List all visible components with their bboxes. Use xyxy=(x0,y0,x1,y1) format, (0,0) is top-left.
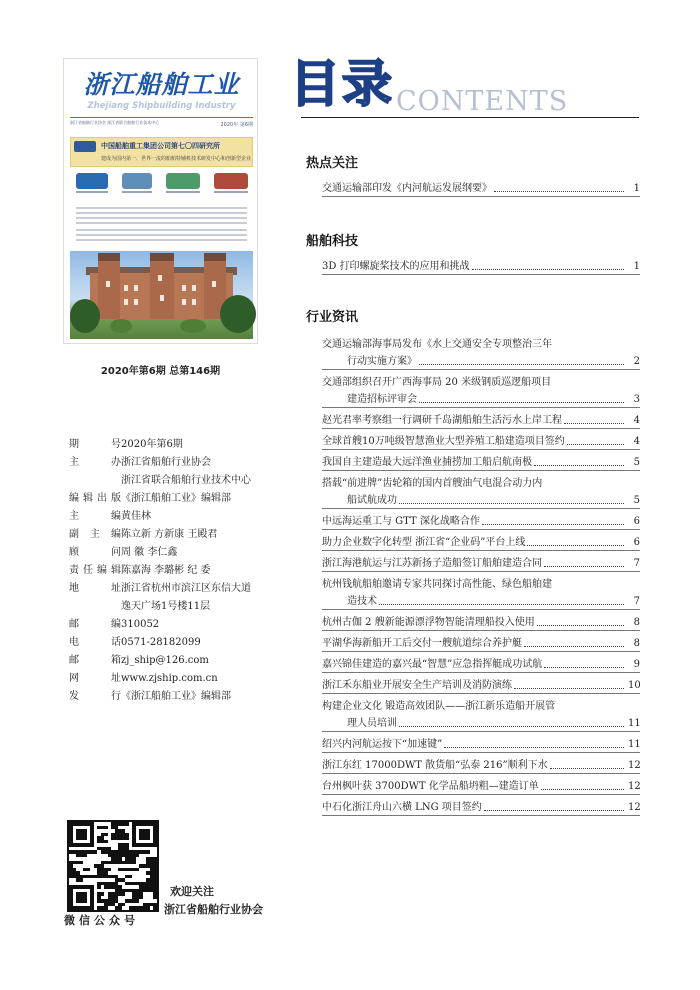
leader-dots xyxy=(444,747,624,748)
leader-dots xyxy=(484,810,624,811)
toc-entry[interactable] xyxy=(322,797,640,814)
leader-dots xyxy=(419,364,624,365)
toc-entry-title: 搭载“前进牌”齿轮箱的国内首艘油气电混合动力内 xyxy=(322,478,543,489)
masthead-value: 浙江省联合船舶行业技术中心 xyxy=(121,475,251,486)
toc-entry-divider xyxy=(322,752,640,753)
toc-page-number: 7 xyxy=(633,558,640,569)
masthead-row xyxy=(69,580,299,598)
toc-entry-divider xyxy=(322,651,640,652)
toc-entry-divider xyxy=(322,407,640,408)
toc-entry[interactable] xyxy=(322,633,640,650)
leader-dots xyxy=(550,768,624,769)
toc-section-title: 行业资讯 xyxy=(306,310,359,325)
toc-page-number: 5 xyxy=(633,495,640,506)
toc-entry-title: 我国自主建造最大远洋渔业捕捞加工船启航南极 xyxy=(322,457,532,468)
toc-entry[interactable] xyxy=(322,334,640,368)
toc-entry-divider xyxy=(322,731,640,732)
toc-section-title: 船舶科技 xyxy=(306,234,359,249)
toc-entry-divider xyxy=(322,428,640,429)
masthead-row xyxy=(69,472,299,490)
masthead-label: 主 办 xyxy=(69,457,121,468)
toc-entry[interactable] xyxy=(322,675,640,692)
cover-thumbnail xyxy=(63,58,258,344)
toc-entry[interactable] xyxy=(322,612,640,629)
masthead-label: 邮 箱 xyxy=(69,655,121,666)
toc-entry[interactable] xyxy=(322,755,640,772)
leader-dots xyxy=(399,726,624,727)
toc-entry[interactable] xyxy=(322,178,640,195)
masthead-row xyxy=(69,634,299,652)
cover-meta-left: 浙江省船舶行业协会 浙江省联合船舶行业技术中心 xyxy=(70,120,160,125)
header-divider xyxy=(301,117,639,118)
toc-page-number: 1 xyxy=(633,183,640,194)
masthead-label: 地 址 xyxy=(69,583,121,594)
leader-dots xyxy=(541,789,624,790)
masthead-value: 2020年第6期 xyxy=(121,439,183,450)
institute-logo-icon xyxy=(74,141,96,152)
toc-entry-divider xyxy=(322,369,640,370)
toc-entry-title: 浙江东红 17000DWT 散货船“弘泰 216”顺利下水 xyxy=(322,760,548,771)
masthead-row xyxy=(69,508,299,526)
toc-entry-divider xyxy=(322,571,640,572)
masthead-value: 陈立新 方新康 王殿君 xyxy=(121,529,218,540)
masthead-value: 浙江省船舶行业协会 xyxy=(121,457,211,468)
toc-entry[interactable] xyxy=(322,431,640,448)
toc-page-number: 11 xyxy=(628,739,641,750)
toc-entry-title: 台州枫叶获 3700DWT 化学品船坍粗—建造订单 xyxy=(322,781,539,792)
follow-text-line2: 浙江省船舶行业协会 xyxy=(164,903,263,916)
leader-dots xyxy=(379,604,624,605)
masthead-row xyxy=(69,454,299,472)
masthead-row xyxy=(69,688,299,706)
toc-entry-title: 交通运输部海事局发布《水上交通安全专项整治三年 xyxy=(322,339,552,350)
toc-page-number: 7 xyxy=(633,596,640,607)
leader-dots xyxy=(527,545,624,546)
toc-page-number: 6 xyxy=(633,537,640,548)
toc-entry[interactable] xyxy=(322,511,640,528)
masthead-label: 邮 编 xyxy=(69,619,121,630)
leader-dots xyxy=(534,465,624,466)
toc-entry[interactable] xyxy=(322,532,640,549)
leader-dots xyxy=(544,566,624,567)
toc-entry-divider xyxy=(322,630,640,631)
cover-banner-title: 中国船舶重工集团公司第七〇四研究所 xyxy=(101,142,220,150)
toc-page-number: 12 xyxy=(628,802,641,813)
cover-banner xyxy=(70,137,253,167)
toc-entry-divider xyxy=(322,470,640,471)
follow-text-line1: 欢迎关注 xyxy=(170,885,214,898)
toc-entry-title: 助力企业数字化转型 浙江省“企业码”平台上线 xyxy=(322,537,526,548)
toc-entry-title: 造技术 xyxy=(347,596,377,607)
toc-entry-title: 中石化浙江舟山六横 LNG 项目签约 xyxy=(322,802,482,813)
ship-image-icon xyxy=(76,173,108,189)
masthead-row xyxy=(69,652,299,670)
toc-entry[interactable] xyxy=(322,256,640,273)
toc-entry-title: 赵光君率考察组一行调研千岛湖船舶生活污水上岸工程 xyxy=(322,415,562,426)
ship-image-icon xyxy=(214,173,248,189)
toc-entry[interactable] xyxy=(322,776,640,793)
cover-banner-subtitle: 建成为国内第一、世界一流的船舶特辅机技术研发中心和创新型企业 xyxy=(101,156,252,162)
toc-entry-title: 浙江海港航运与江苏新扬子造船签订船舶建造合同 xyxy=(322,558,542,569)
toc-page-number: 12 xyxy=(628,760,641,771)
masthead-label: 期 号 xyxy=(69,439,121,450)
toc-page-number: 12 xyxy=(628,781,641,792)
wechat-qr-code-icon[interactable] xyxy=(67,820,159,912)
masthead-row xyxy=(69,436,299,454)
toc-entry[interactable] xyxy=(322,372,640,406)
cover-meta-right: 2020年 第6期 xyxy=(220,122,253,128)
masthead-label: 发 行 xyxy=(69,691,121,702)
masthead-label: 主 编 xyxy=(69,511,121,522)
masthead-value: 《浙江船舶工业》编辑部 xyxy=(121,493,231,504)
toc-entry-title: 中远海运重工与 GTT 深化战略合作 xyxy=(322,516,480,527)
cover-meta xyxy=(70,117,253,135)
leader-dots xyxy=(399,503,624,504)
leader-dots xyxy=(514,688,624,689)
toc-entry-divider xyxy=(322,550,640,551)
toc-entry-title: 构建企业文化 锻造高效团队——浙江新乐造船开展管 xyxy=(322,701,556,712)
masthead-row xyxy=(69,598,299,616)
toc-page-number: 9 xyxy=(633,659,640,670)
masthead-label: 副 主 编 xyxy=(69,529,121,540)
toc-entry-divider xyxy=(322,815,640,816)
toc-page-number: 3 xyxy=(633,394,640,405)
toc-entry-title: 绍兴内河航运按下“加速键” xyxy=(322,739,443,750)
masthead-value[interactable]: zj_ship@126.com xyxy=(121,655,209,666)
toc-entry-divider xyxy=(322,449,640,450)
masthead-row xyxy=(69,526,299,544)
masthead-value: 310052 xyxy=(121,619,160,630)
toc-entry[interactable] xyxy=(322,452,640,469)
toc-page-number: 8 xyxy=(633,638,640,649)
masthead-label: 电 话 xyxy=(69,637,121,648)
toc-entry-divider xyxy=(322,508,640,509)
toc-entry-title: 交通运输部印发《内河航运发展纲要》 xyxy=(322,183,492,194)
toc-entry-divider xyxy=(322,794,640,795)
masthead-value: 逸天广场1号楼11层 xyxy=(121,601,211,612)
contents-title-cn: 目录 xyxy=(290,55,394,113)
toc-page-number: 11 xyxy=(628,718,641,729)
toc-page-number: 1 xyxy=(633,261,640,272)
leader-dots xyxy=(419,402,624,403)
equipment-image-icon xyxy=(166,173,200,189)
toc-entry-divider xyxy=(322,609,640,610)
toc-entry-title: 杭州古伽 2 艘新能源漂浮物智能清理船投入使用 xyxy=(322,617,535,628)
toc-entry-title: 浙江禾东船业开展安全生产培训及消防演练 xyxy=(322,680,512,691)
building-photo xyxy=(70,251,253,339)
masthead-label: 编 辑 出 版 xyxy=(69,493,121,504)
masthead-label: 网 址 xyxy=(69,673,121,684)
toc-page-number: 4 xyxy=(633,436,640,447)
toc-entry-title: 杭州钱航船舶邀请专家共同探讨高性能、绿色船舶建 xyxy=(322,579,552,590)
toc-entry-title: 行动实施方案》 xyxy=(347,356,417,367)
toc-page-number: 10 xyxy=(628,680,641,691)
contents-title-en: CONTENTS xyxy=(396,86,569,117)
masthead-value: 0571-28182099 xyxy=(121,637,201,648)
toc-page-number: 8 xyxy=(633,617,640,628)
issue-line: 2020年第6期 总第146期 xyxy=(100,366,221,377)
toc-entry[interactable] xyxy=(322,696,640,730)
leader-dots xyxy=(524,646,624,647)
equipment-image-icon xyxy=(122,173,152,189)
toc-entry[interactable] xyxy=(322,574,640,608)
toc-entry[interactable] xyxy=(322,473,640,507)
masthead-row xyxy=(69,562,299,580)
toc-entry-title: 嘉兴锦佳建造的嘉兴最“智慧”应急指挥艇成功试航 xyxy=(322,659,543,670)
masthead-row xyxy=(69,670,299,688)
toc-entry[interactable] xyxy=(322,734,640,751)
masthead-value: 《浙江船舶工业》编辑部 xyxy=(121,691,231,702)
masthead-row xyxy=(69,490,299,508)
masthead-label: 责 任 编 辑 xyxy=(69,565,121,576)
toc-entry-divider xyxy=(322,196,640,197)
cover-title: 浙江船舶工业 xyxy=(83,70,240,99)
toc-entry-title: 3D 打印螺旋桨技术的应用和挑战 xyxy=(322,261,470,272)
toc-entry-divider xyxy=(322,274,640,275)
toc-entry-divider xyxy=(322,672,640,673)
toc-page-number: 4 xyxy=(633,415,640,426)
leader-dots xyxy=(482,524,624,525)
toc-entry-title: 交通部组织召开广西海事局 20 米级钢质巡逻船项目 xyxy=(322,377,552,388)
toc-entry-title: 全球首艘10万吨级智慧渔业大型养殖工船建造项目签约 xyxy=(322,436,565,447)
cover-subtitle: Zhejiang Shipbuilding Industry xyxy=(87,101,236,111)
leader-dots xyxy=(494,191,624,192)
masthead-value: 浙江省杭州市滨江区东信大道 xyxy=(121,583,251,594)
toc-section-title: 热点关注 xyxy=(306,156,359,171)
masthead-label: 顾 问 xyxy=(69,547,121,558)
masthead-row xyxy=(69,544,299,562)
toc-page-number: 6 xyxy=(633,516,640,527)
toc-entry-divider xyxy=(322,529,640,530)
leader-dots xyxy=(567,444,624,445)
toc-entry[interactable] xyxy=(322,410,640,427)
leader-dots xyxy=(537,625,624,626)
leader-dots xyxy=(472,269,624,270)
leader-dots xyxy=(544,667,624,668)
masthead-value[interactable]: www.zjship.com.cn xyxy=(121,673,218,684)
toc-entry-title: 建造招标评审会 xyxy=(347,394,417,405)
masthead-block xyxy=(69,436,299,706)
qr-caption: 微信公众号 xyxy=(64,914,139,927)
toc-entry[interactable] xyxy=(322,553,640,570)
toc-entry-title: 平湖华海新船开工后交付一艘航道综合养护艇 xyxy=(322,638,522,649)
masthead-value: 陈嘉海 李璐彬 纪 委 xyxy=(121,565,211,576)
toc-entry[interactable] xyxy=(322,654,640,671)
toc-entry-title: 理人员培训 xyxy=(347,718,397,729)
toc-page-number: 2 xyxy=(633,356,640,367)
leader-dots xyxy=(564,423,624,424)
toc-page-number: 5 xyxy=(633,457,640,468)
masthead-row xyxy=(69,616,299,634)
toc-entry-divider xyxy=(322,693,640,694)
toc-entry-title: 船试航成功 xyxy=(347,495,397,506)
masthead-value: 黄佳林 xyxy=(121,511,151,522)
cover-product-strip xyxy=(70,171,253,201)
toc-entry-divider xyxy=(322,773,640,774)
masthead-value: 周 徽 李仁鑫 xyxy=(121,547,178,558)
